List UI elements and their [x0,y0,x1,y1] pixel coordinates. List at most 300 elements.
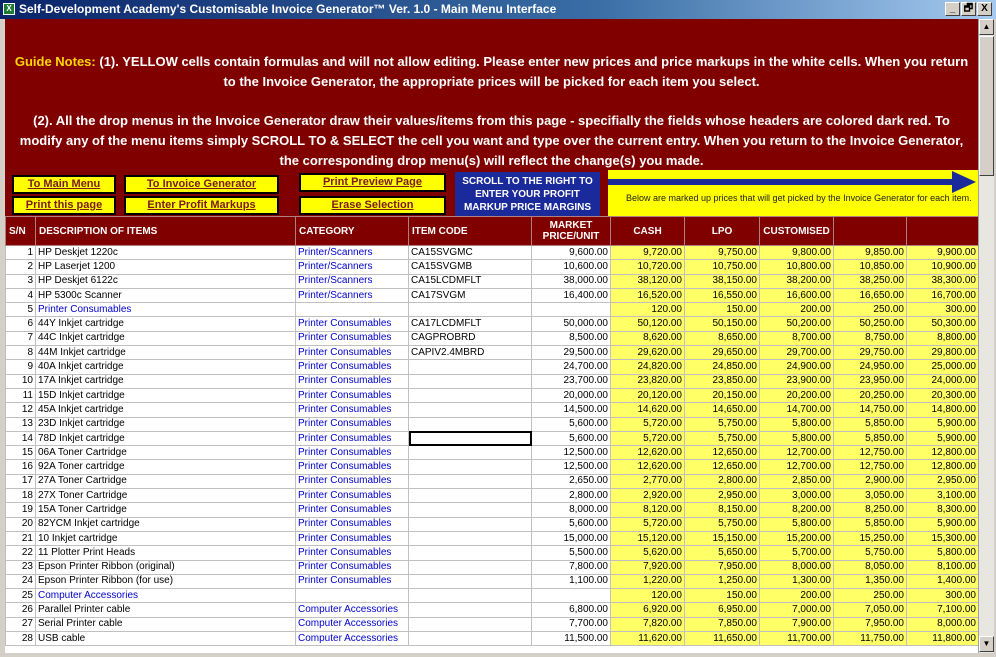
category-cell[interactable]: Printer Consumables [296,546,409,560]
marked-up-price-cell[interactable]: 5,850.00 [834,417,907,431]
marked-up-price-cell[interactable]: 23,820.00 [611,374,685,388]
serial-number-cell[interactable]: 25 [6,589,36,603]
serial-number-cell[interactable]: 23 [6,560,36,574]
marked-up-price-cell[interactable]: 8,620.00 [611,331,685,345]
marked-up-price-cell[interactable]: 15,300.00 [907,531,979,545]
category-cell[interactable]: Printer Consumables [296,460,409,474]
marked-up-price-cell[interactable]: 24,850.00 [685,360,760,374]
marked-up-price-cell[interactable]: 7,900.00 [760,617,834,631]
serial-number-cell[interactable]: 26 [6,603,36,617]
marked-up-price-cell[interactable]: 3,050.00 [834,489,907,503]
item-code-cell[interactable] [409,531,532,545]
marked-up-price-cell[interactable]: 2,770.00 [611,474,685,488]
category-cell[interactable]: Printer Consumables [296,474,409,488]
marked-up-price-cell[interactable]: 29,750.00 [834,346,907,360]
serial-number-cell[interactable]: 12 [6,403,36,417]
serial-number-cell[interactable]: 9 [6,360,36,374]
category-cell[interactable]: Printer Consumables [296,403,409,417]
category-cell[interactable]: Printer Consumables [296,360,409,374]
marked-up-price-cell[interactable]: 5,750.00 [834,546,907,560]
item-code-cell[interactable] [409,603,532,617]
description-cell[interactable]: 15D Inkjet cartridge [36,388,296,402]
serial-number-cell[interactable]: 7 [6,331,36,345]
category-cell[interactable]: Printer Consumables [296,417,409,431]
serial-number-cell[interactable]: 13 [6,417,36,431]
description-cell[interactable]: Serial Printer cable [36,617,296,631]
marked-up-price-cell[interactable]: 5,720.00 [611,417,685,431]
description-cell[interactable]: 82YCM Inkjet cartridge [36,517,296,531]
marked-up-price-cell[interactable]: 5,720.00 [611,431,685,445]
market-price-cell[interactable]: 2,650.00 [532,474,611,488]
restore-button[interactable]: 🗗 [961,2,976,16]
marked-up-price-cell[interactable]: 12,650.00 [685,446,760,460]
market-price-cell[interactable]: 5,600.00 [532,431,611,445]
description-cell[interactable]: Computer Accessories [36,589,296,603]
item-code-cell[interactable] [409,388,532,402]
serial-number-cell[interactable]: 10 [6,374,36,388]
market-price-cell[interactable]: 7,700.00 [532,617,611,631]
marked-up-price-cell[interactable]: 1,220.00 [611,574,685,588]
marked-up-price-cell[interactable]: 8,050.00 [834,560,907,574]
column-header[interactable] [907,217,979,246]
description-cell[interactable]: HP Deskjet 6122c [36,274,296,288]
item-code-cell[interactable] [409,589,532,603]
marked-up-price-cell[interactable]: 50,200.00 [760,317,834,331]
category-cell[interactable]: Printer Consumables [296,431,409,445]
market-price-cell[interactable]: 20,000.00 [532,388,611,402]
market-price-cell[interactable]: 12,500.00 [532,446,611,460]
marked-up-price-cell[interactable]: 8,300.00 [907,503,979,517]
marked-up-price-cell[interactable]: 150.00 [685,303,760,317]
marked-up-price-cell[interactable]: 300.00 [907,589,979,603]
column-header[interactable]: ITEM CODE [409,217,532,246]
marked-up-price-cell[interactable]: 6,950.00 [685,603,760,617]
item-code-cell[interactable] [409,446,532,460]
market-price-cell[interactable]: 5,600.00 [532,517,611,531]
marked-up-price-cell[interactable]: 20,300.00 [907,388,979,402]
marked-up-price-cell[interactable]: 2,800.00 [685,474,760,488]
serial-number-cell[interactable]: 2 [6,260,36,274]
column-header[interactable]: CUSTOMISED [760,217,834,246]
market-price-cell[interactable]: 6,800.00 [532,603,611,617]
marked-up-price-cell[interactable]: 29,800.00 [907,346,979,360]
marked-up-price-cell[interactable]: 15,150.00 [685,531,760,545]
marked-up-price-cell[interactable]: 150.00 [685,589,760,603]
market-price-cell[interactable] [532,589,611,603]
marked-up-price-cell[interactable]: 14,800.00 [907,403,979,417]
category-cell[interactable]: Printer/Scanners [296,246,409,260]
marked-up-price-cell[interactable]: 200.00 [760,303,834,317]
category-cell[interactable]: Computer Accessories [296,632,409,646]
item-code-cell[interactable] [409,374,532,388]
marked-up-price-cell[interactable]: 14,700.00 [760,403,834,417]
marked-up-price-cell[interactable]: 7,950.00 [685,560,760,574]
marked-up-price-cell[interactable]: 7,050.00 [834,603,907,617]
marked-up-price-cell[interactable]: 2,950.00 [685,489,760,503]
marked-up-price-cell[interactable]: 11,650.00 [685,632,760,646]
marked-up-price-cell[interactable]: 250.00 [834,303,907,317]
marked-up-price-cell[interactable]: 14,750.00 [834,403,907,417]
marked-up-price-cell[interactable]: 50,120.00 [611,317,685,331]
marked-up-price-cell[interactable]: 8,750.00 [834,331,907,345]
serial-number-cell[interactable]: 18 [6,489,36,503]
marked-up-price-cell[interactable]: 9,850.00 [834,246,907,260]
serial-number-cell[interactable]: 21 [6,531,36,545]
marked-up-price-cell[interactable]: 50,150.00 [685,317,760,331]
category-cell[interactable]: Computer Accessories [296,617,409,631]
marked-up-price-cell[interactable]: 12,750.00 [834,460,907,474]
marked-up-price-cell[interactable]: 8,100.00 [907,560,979,574]
marked-up-price-cell[interactable]: 5,850.00 [834,431,907,445]
item-code-cell[interactable] [409,560,532,574]
marked-up-price-cell[interactable]: 5,750.00 [685,431,760,445]
marked-up-price-cell[interactable]: 11,750.00 [834,632,907,646]
marked-up-price-cell[interactable]: 3,100.00 [907,489,979,503]
marked-up-price-cell[interactable]: 23,950.00 [834,374,907,388]
marked-up-price-cell[interactable]: 12,750.00 [834,446,907,460]
vertical-scrollbar[interactable] [978,19,994,653]
marked-up-price-cell[interactable]: 16,520.00 [611,288,685,302]
item-code-cell[interactable] [409,574,532,588]
marked-up-price-cell[interactable]: 5,620.00 [611,546,685,560]
marked-up-price-cell[interactable]: 16,550.00 [685,288,760,302]
column-header[interactable]: LPO [685,217,760,246]
serial-number-cell[interactable]: 27 [6,617,36,631]
item-code-cell[interactable] [409,417,532,431]
marked-up-price-cell[interactable]: 120.00 [611,589,685,603]
category-cell[interactable]: Printer Consumables [296,531,409,545]
item-code-cell[interactable] [409,403,532,417]
marked-up-price-cell[interactable]: 12,650.00 [685,460,760,474]
marked-up-price-cell[interactable]: 8,250.00 [834,503,907,517]
marked-up-price-cell[interactable]: 7,000.00 [760,603,834,617]
marked-up-price-cell[interactable]: 12,700.00 [760,446,834,460]
item-code-cell[interactable] [409,360,532,374]
marked-up-price-cell[interactable]: 7,100.00 [907,603,979,617]
market-price-cell[interactable]: 7,800.00 [532,560,611,574]
item-code-cell[interactable]: CA15LCDMFLT [409,274,532,288]
marked-up-price-cell[interactable]: 5,750.00 [685,517,760,531]
marked-up-price-cell[interactable]: 12,700.00 [760,460,834,474]
marked-up-price-cell[interactable]: 10,750.00 [685,260,760,274]
description-cell[interactable]: 11 Plotter Print Heads [36,546,296,560]
marked-up-price-cell[interactable]: 23,850.00 [685,374,760,388]
marked-up-price-cell[interactable]: 5,900.00 [907,431,979,445]
description-cell[interactable]: Printer Consumables [36,303,296,317]
category-cell[interactable]: Printer Consumables [296,503,409,517]
item-code-cell[interactable]: CAPIV2.4MBRD [409,346,532,360]
marked-up-price-cell[interactable]: 10,800.00 [760,260,834,274]
marked-up-price-cell[interactable]: 9,900.00 [907,246,979,260]
marked-up-price-cell[interactable]: 120.00 [611,303,685,317]
marked-up-price-cell[interactable]: 20,120.00 [611,388,685,402]
marked-up-price-cell[interactable]: 2,950.00 [907,474,979,488]
description-cell[interactable]: 44Y Inkjet cartridge [36,317,296,331]
marked-up-price-cell[interactable]: 20,200.00 [760,388,834,402]
marked-up-price-cell[interactable]: 14,620.00 [611,403,685,417]
minimize-button[interactable]: _ [945,2,960,16]
marked-up-price-cell[interactable]: 16,700.00 [907,288,979,302]
category-cell[interactable]: Printer/Scanners [296,260,409,274]
marked-up-price-cell[interactable]: 6,920.00 [611,603,685,617]
serial-number-cell[interactable]: 6 [6,317,36,331]
description-cell[interactable]: Epson Printer Ribbon (original) [36,560,296,574]
close-button[interactable]: X [977,2,992,16]
item-code-cell[interactable] [409,303,532,317]
marked-up-price-cell[interactable]: 9,720.00 [611,246,685,260]
market-price-cell[interactable]: 14,500.00 [532,403,611,417]
description-cell[interactable]: HP 5300c Scanner [36,288,296,302]
marked-up-price-cell[interactable]: 14,650.00 [685,403,760,417]
to-invoice-generator-button[interactable]: To Invoice Generator [124,175,279,194]
marked-up-price-cell[interactable]: 5,800.00 [760,417,834,431]
description-cell[interactable]: 45A Inkjet cartridge [36,403,296,417]
marked-up-price-cell[interactable]: 3,000.00 [760,489,834,503]
category-cell[interactable]: Printer/Scanners [296,274,409,288]
market-price-cell[interactable]: 15,000.00 [532,531,611,545]
item-code-cell[interactable] [409,632,532,646]
column-header[interactable]: CATEGORY [296,217,409,246]
description-cell[interactable]: 40A Inkjet cartridge [36,360,296,374]
marked-up-price-cell[interactable]: 25,000.00 [907,360,979,374]
column-header[interactable]: S/N [6,217,36,246]
marked-up-price-cell[interactable]: 1,400.00 [907,574,979,588]
marked-up-price-cell[interactable]: 5,850.00 [834,517,907,531]
marked-up-price-cell[interactable]: 50,300.00 [907,317,979,331]
description-cell[interactable]: 78D Inkjet cartridge [36,431,296,445]
worksheet[interactable] [5,19,978,653]
item-code-cell[interactable] [409,474,532,488]
marked-up-price-cell[interactable]: 12,620.00 [611,460,685,474]
category-cell[interactable] [296,303,409,317]
marked-up-price-cell[interactable]: 12,800.00 [907,460,979,474]
description-cell[interactable]: 15A Toner Cartridge [36,503,296,517]
market-price-cell[interactable]: 5,600.00 [532,417,611,431]
marked-up-price-cell[interactable]: 29,700.00 [760,346,834,360]
marked-up-price-cell[interactable]: 7,850.00 [685,617,760,631]
market-price-cell[interactable]: 12,500.00 [532,460,611,474]
category-cell[interactable]: Printer Consumables [296,317,409,331]
marked-up-price-cell[interactable]: 5,720.00 [611,517,685,531]
market-price-cell[interactable]: 2,800.00 [532,489,611,503]
item-code-cell[interactable] [409,517,532,531]
description-cell[interactable]: 27X Toner Cartridge [36,489,296,503]
item-code-cell[interactable] [409,503,532,517]
column-header[interactable] [834,217,907,246]
market-price-cell[interactable]: 23,700.00 [532,374,611,388]
market-price-cell[interactable]: 11,500.00 [532,632,611,646]
column-header[interactable]: MARKET PRICE/UNIT [532,217,611,246]
market-price-cell[interactable]: 50,000.00 [532,317,611,331]
category-cell[interactable]: Printer Consumables [296,346,409,360]
column-header[interactable]: DESCRIPTION OF ITEMS [36,217,296,246]
marked-up-price-cell[interactable]: 16,600.00 [760,288,834,302]
marked-up-price-cell[interactable]: 5,700.00 [760,546,834,560]
scrollbar-thumb[interactable] [979,36,994,176]
marked-up-price-cell[interactable]: 7,820.00 [611,617,685,631]
marked-up-price-cell[interactable]: 38,250.00 [834,274,907,288]
scroll-down-arrow[interactable] [979,636,994,652]
item-code-cell[interactable] [409,489,532,503]
market-price-cell[interactable]: 29,500.00 [532,346,611,360]
description-cell[interactable]: 27A Toner Cartridge [36,474,296,488]
serial-number-cell[interactable]: 17 [6,474,36,488]
scroll-up-arrow[interactable] [979,19,994,35]
marked-up-price-cell[interactable]: 1,250.00 [685,574,760,588]
marked-up-price-cell[interactable]: 12,800.00 [907,446,979,460]
marked-up-price-cell[interactable]: 24,950.00 [834,360,907,374]
description-cell[interactable]: HP Deskjet 1220c [36,246,296,260]
item-code-cell[interactable]: CA17LCDMFLT [409,317,532,331]
marked-up-price-cell[interactable]: 8,700.00 [760,331,834,345]
market-price-cell[interactable]: 8,000.00 [532,503,611,517]
marked-up-price-cell[interactable]: 24,900.00 [760,360,834,374]
market-price-cell[interactable]: 9,600.00 [532,246,611,260]
marked-up-price-cell[interactable]: 10,900.00 [907,260,979,274]
serial-number-cell[interactable]: 5 [6,303,36,317]
market-price-cell[interactable]: 16,400.00 [532,288,611,302]
description-cell[interactable]: 10 Inkjet cartridge [36,531,296,545]
marked-up-price-cell[interactable]: 20,250.00 [834,388,907,402]
category-cell[interactable]: Printer Consumables [296,331,409,345]
marked-up-price-cell[interactable]: 300.00 [907,303,979,317]
marked-up-price-cell[interactable]: 8,650.00 [685,331,760,345]
item-code-cell[interactable]: CA15SVGMC [409,246,532,260]
marked-up-price-cell[interactable]: 10,720.00 [611,260,685,274]
serial-number-cell[interactable]: 1 [6,246,36,260]
marked-up-price-cell[interactable]: 11,700.00 [760,632,834,646]
item-code-cell[interactable] [409,546,532,560]
print-preview-button[interactable]: Print Preview Page [299,173,446,192]
marked-up-price-cell[interactable]: 8,120.00 [611,503,685,517]
marked-up-price-cell[interactable]: 38,120.00 [611,274,685,288]
description-cell[interactable]: 92A Toner cartridge [36,460,296,474]
column-header[interactable]: CASH [611,217,685,246]
item-code-cell[interactable] [409,460,532,474]
category-cell[interactable]: Printer Consumables [296,517,409,531]
market-price-cell[interactable]: 5,500.00 [532,546,611,560]
serial-number-cell[interactable]: 22 [6,546,36,560]
category-cell[interactable]: Printer Consumables [296,374,409,388]
description-cell[interactable]: HP Laserjet 1200 [36,260,296,274]
market-price-cell[interactable]: 24,700.00 [532,360,611,374]
marked-up-price-cell[interactable]: 8,000.00 [907,617,979,631]
item-code-cell[interactable] [409,431,532,445]
category-cell[interactable] [296,589,409,603]
enter-profit-markups-button[interactable]: Enter Profit Markups [124,196,279,215]
description-cell[interactable]: 44C Inkjet cartridge [36,331,296,345]
marked-up-price-cell[interactable]: 7,950.00 [834,617,907,631]
marked-up-price-cell[interactable]: 5,800.00 [907,546,979,560]
serial-number-cell[interactable]: 15 [6,446,36,460]
item-code-cell[interactable]: CAGPROBRD [409,331,532,345]
marked-up-price-cell[interactable]: 2,850.00 [760,474,834,488]
marked-up-price-cell[interactable]: 1,300.00 [760,574,834,588]
marked-up-price-cell[interactable]: 5,900.00 [907,517,979,531]
marked-up-price-cell[interactable]: 29,650.00 [685,346,760,360]
market-price-cell[interactable]: 38,000.00 [532,274,611,288]
marked-up-price-cell[interactable]: 200.00 [760,589,834,603]
marked-up-price-cell[interactable]: 2,900.00 [834,474,907,488]
market-price-cell[interactable] [532,303,611,317]
market-price-cell[interactable]: 8,500.00 [532,331,611,345]
serial-number-cell[interactable]: 4 [6,288,36,302]
marked-up-price-cell[interactable]: 8,150.00 [685,503,760,517]
marked-up-price-cell[interactable]: 5,800.00 [760,431,834,445]
marked-up-price-cell[interactable]: 7,920.00 [611,560,685,574]
marked-up-price-cell[interactable]: 12,620.00 [611,446,685,460]
marked-up-price-cell[interactable]: 38,150.00 [685,274,760,288]
marked-up-price-cell[interactable]: 9,750.00 [685,246,760,260]
marked-up-price-cell[interactable]: 24,820.00 [611,360,685,374]
category-cell[interactable]: Printer Consumables [296,560,409,574]
marked-up-price-cell[interactable]: 15,250.00 [834,531,907,545]
marked-up-price-cell[interactable]: 5,650.00 [685,546,760,560]
description-cell[interactable]: Epson Printer Ribbon (for use) [36,574,296,588]
marked-up-price-cell[interactable]: 8,000.00 [760,560,834,574]
marked-up-price-cell[interactable]: 8,200.00 [760,503,834,517]
to-main-menu-button[interactable]: To Main Menu [12,175,116,194]
marked-up-price-cell[interactable]: 5,750.00 [685,417,760,431]
category-cell[interactable]: Printer/Scanners [296,288,409,302]
serial-number-cell[interactable]: 24 [6,574,36,588]
marked-up-price-cell[interactable]: 15,120.00 [611,531,685,545]
category-cell[interactable]: Printer Consumables [296,446,409,460]
marked-up-price-cell[interactable]: 5,900.00 [907,417,979,431]
marked-up-price-cell[interactable]: 2,920.00 [611,489,685,503]
erase-selection-button[interactable]: Erase Selection [299,196,446,215]
market-price-cell[interactable]: 10,600.00 [532,260,611,274]
category-cell[interactable]: Computer Accessories [296,603,409,617]
serial-number-cell[interactable]: 14 [6,431,36,445]
item-code-cell[interactable] [409,617,532,631]
item-code-cell[interactable]: CA17SVGM [409,288,532,302]
description-cell[interactable]: 44M Inkjet cartridge [36,346,296,360]
marked-up-price-cell[interactable]: 5,800.00 [760,517,834,531]
marked-up-price-cell[interactable]: 16,650.00 [834,288,907,302]
marked-up-price-cell[interactable]: 38,200.00 [760,274,834,288]
marked-up-price-cell[interactable]: 250.00 [834,589,907,603]
category-cell[interactable]: Printer Consumables [296,489,409,503]
marked-up-price-cell[interactable]: 10,850.00 [834,260,907,274]
serial-number-cell[interactable]: 11 [6,388,36,402]
category-cell[interactable]: Printer Consumables [296,388,409,402]
item-code-cell[interactable]: CA15SVGMB [409,260,532,274]
description-cell[interactable]: Parallel Printer cable [36,603,296,617]
marked-up-price-cell[interactable]: 11,800.00 [907,632,979,646]
description-cell[interactable]: 17A Inkjet cartridge [36,374,296,388]
serial-number-cell[interactable]: 3 [6,274,36,288]
serial-number-cell[interactable]: 20 [6,517,36,531]
description-cell[interactable]: 06A Toner Cartridge [36,446,296,460]
marked-up-price-cell[interactable]: 15,200.00 [760,531,834,545]
marked-up-price-cell[interactable]: 1,350.00 [834,574,907,588]
marked-up-price-cell[interactable]: 24,000.00 [907,374,979,388]
marked-up-price-cell[interactable]: 38,300.00 [907,274,979,288]
marked-up-price-cell[interactable]: 20,150.00 [685,388,760,402]
serial-number-cell[interactable]: 19 [6,503,36,517]
marked-up-price-cell[interactable]: 29,620.00 [611,346,685,360]
serial-number-cell[interactable]: 16 [6,460,36,474]
marked-up-price-cell[interactable]: 23,900.00 [760,374,834,388]
marked-up-price-cell[interactable]: 8,800.00 [907,331,979,345]
description-cell[interactable]: USB cable [36,632,296,646]
category-cell[interactable]: Printer Consumables [296,574,409,588]
print-page-button[interactable]: Print this page [12,196,116,215]
marked-up-price-cell[interactable]: 9,800.00 [760,246,834,260]
market-price-cell[interactable]: 1,100.00 [532,574,611,588]
serial-number-cell[interactable]: 8 [6,346,36,360]
